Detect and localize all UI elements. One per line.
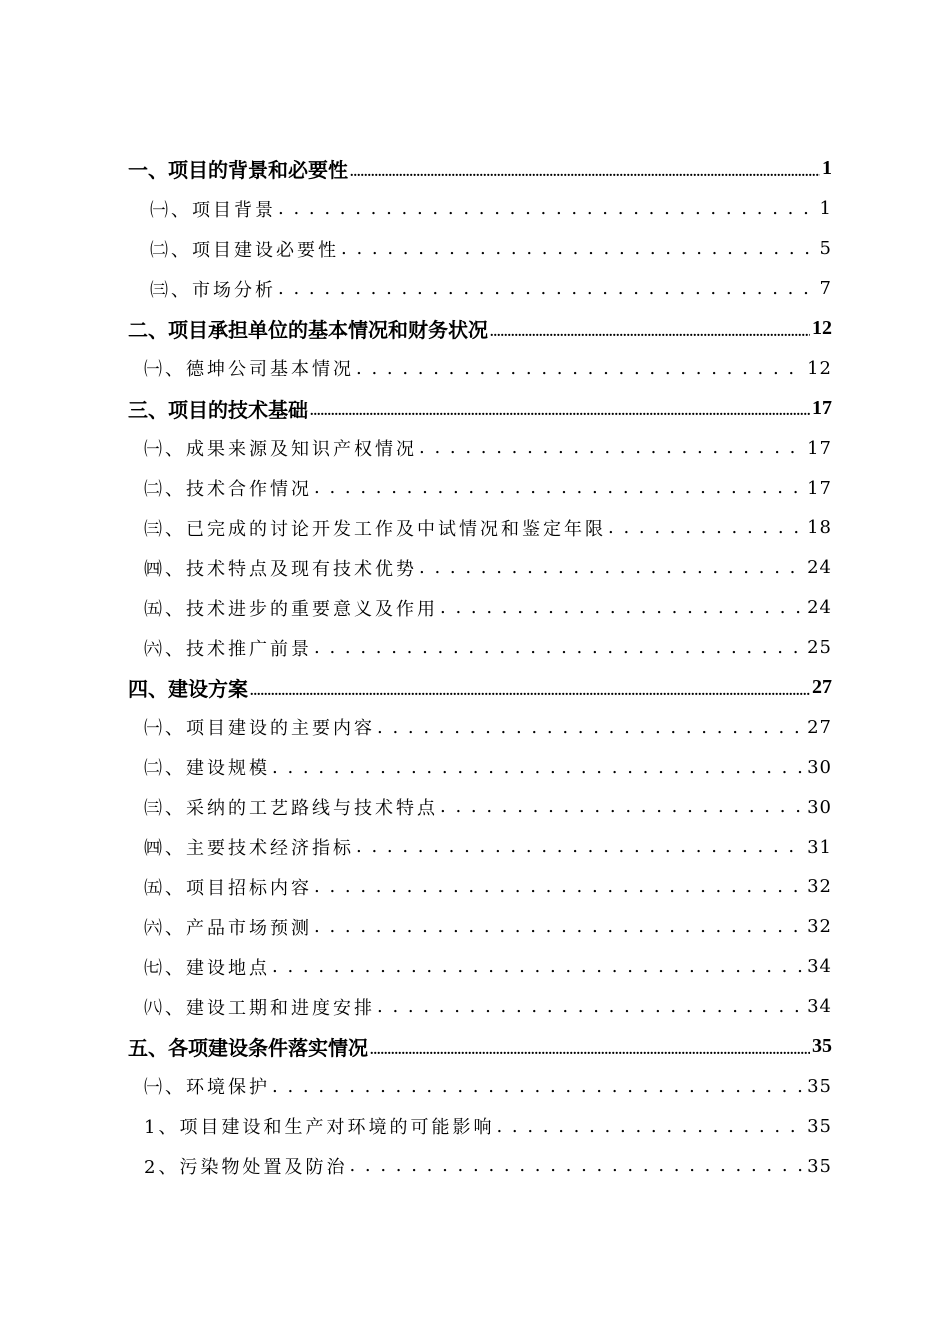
toc-entry-title: ㈣、主要技术经济指标 bbox=[144, 838, 354, 860]
dot-leader bbox=[272, 757, 805, 779]
toc-entry-title: ㈣、技术特点及现有技术优势 bbox=[144, 558, 417, 580]
toc-entry-title: 2、污染物处置及防治 bbox=[144, 1157, 348, 1179]
toc-entry-page: 32 bbox=[807, 876, 832, 898]
toc-entry-page: 12 bbox=[812, 317, 832, 339]
toc-entry[interactable] bbox=[0, 348, 950, 388]
toc-entry-page: 1 bbox=[822, 157, 832, 180]
dot-leader bbox=[314, 916, 805, 938]
toc-entry[interactable] bbox=[0, 229, 950, 269]
toc-entry-title: 1、项目建设和生产对环境的可能影响 bbox=[144, 1117, 495, 1139]
toc-entry-page: 35 bbox=[807, 1075, 832, 1097]
toc-entry[interactable] bbox=[0, 588, 950, 628]
dot-leader bbox=[250, 682, 810, 702]
dot-leader bbox=[377, 996, 805, 1018]
dot-leader bbox=[350, 163, 820, 183]
dot-leader bbox=[349, 1155, 805, 1177]
toc-entry[interactable] bbox=[0, 1027, 950, 1067]
toc-entry-page: 18 bbox=[807, 517, 832, 539]
toc-entry-title: ㈠、德坤公司基本情况 bbox=[144, 359, 354, 381]
dot-leader bbox=[377, 717, 805, 739]
toc-entry-title: ㈢、采纳的工艺路线与技术特点 bbox=[144, 798, 438, 820]
toc-entry[interactable] bbox=[0, 668, 950, 708]
toc-entry-title: 五、各项建设条件落实情况 bbox=[128, 1038, 368, 1061]
toc-entry-page: 17 bbox=[807, 477, 832, 499]
toc-entry-title: ㈧、建设工期和进度安排 bbox=[144, 997, 375, 1019]
toc-entry-page: 12 bbox=[807, 357, 832, 379]
dot-leader bbox=[419, 557, 805, 579]
dot-leader bbox=[272, 1076, 805, 1098]
toc-entry[interactable] bbox=[0, 1066, 950, 1106]
toc-entry[interactable] bbox=[0, 987, 950, 1027]
dot-leader bbox=[278, 198, 818, 220]
toc-entry-page: 7 bbox=[819, 278, 832, 300]
dot-leader bbox=[356, 836, 805, 858]
toc-entry[interactable] bbox=[0, 149, 950, 189]
toc-entry-title: ㈠、成果来源及知识产权情况 bbox=[144, 439, 417, 461]
toc-entry-title: ㈢、市场分析 bbox=[150, 279, 276, 301]
dot-leader bbox=[440, 796, 805, 818]
toc-entry[interactable] bbox=[0, 388, 950, 428]
toc-entry[interactable] bbox=[0, 707, 950, 747]
toc-entry-title: ㈡、技术合作情况 bbox=[144, 479, 312, 501]
toc-entry-page: 32 bbox=[807, 916, 832, 938]
toc-entry-title: ㈤、技术进步的重要意义及作用 bbox=[144, 598, 438, 620]
dot-leader bbox=[341, 238, 818, 260]
toc-entry-title: ㈡、建设规模 bbox=[144, 758, 270, 780]
toc-entry[interactable] bbox=[0, 1106, 950, 1146]
toc-entry-page: 35 bbox=[812, 1035, 832, 1058]
toc-entry[interactable] bbox=[0, 269, 950, 309]
toc-entry-title: ㈠、环境保护 bbox=[144, 1077, 270, 1099]
toc-entry-page: 34 bbox=[807, 956, 832, 978]
dot-leader bbox=[440, 597, 805, 619]
toc-entry-title: ㈠、项目背景 bbox=[150, 199, 276, 221]
toc-entry[interactable] bbox=[0, 628, 950, 668]
toc-entry[interactable] bbox=[0, 309, 950, 349]
toc-entry-page: 35 bbox=[807, 1115, 832, 1137]
dot-leader bbox=[314, 637, 805, 659]
toc-entry-page: 5 bbox=[819, 238, 832, 260]
dot-leader bbox=[310, 402, 810, 422]
toc-entry[interactable] bbox=[0, 907, 950, 947]
dot-leader bbox=[608, 517, 805, 539]
toc-entry[interactable] bbox=[0, 947, 950, 987]
toc-entry-page: 25 bbox=[807, 637, 832, 659]
toc-entry[interactable] bbox=[0, 468, 950, 508]
toc-entry-page: 30 bbox=[807, 796, 832, 818]
toc-entry-page: 31 bbox=[807, 836, 832, 858]
toc-entry-title: ㈥、产品市场预测 bbox=[144, 917, 312, 939]
dot-leader bbox=[314, 876, 805, 898]
toc-entry-page: 24 bbox=[807, 597, 832, 619]
toc-entry-page: 1 bbox=[819, 198, 832, 220]
toc-entry-title: 三、项目的技术基础 bbox=[128, 399, 308, 422]
toc-entry-title: ㈢、已完成的讨论开发工作及中试情况和鉴定年限 bbox=[144, 518, 606, 540]
dot-leader bbox=[356, 358, 805, 380]
dot-leader bbox=[278, 278, 818, 300]
toc-entry-title: ㈤、项目招标内容 bbox=[144, 877, 312, 899]
toc-entry[interactable] bbox=[0, 428, 950, 468]
toc-entry-page: 27 bbox=[812, 676, 832, 699]
toc-entry-page: 27 bbox=[807, 716, 832, 738]
toc-entry[interactable] bbox=[0, 189, 950, 229]
toc-entry[interactable] bbox=[0, 867, 950, 907]
toc-entry[interactable] bbox=[0, 1146, 950, 1186]
toc-entry-page: 17 bbox=[812, 396, 832, 419]
table-of-contents bbox=[0, 149, 950, 1186]
dot-leader bbox=[419, 437, 805, 459]
toc-entry[interactable] bbox=[0, 827, 950, 867]
toc-entry[interactable] bbox=[0, 787, 950, 827]
toc-entry[interactable] bbox=[0, 548, 950, 588]
toc-entry-title: ㈡、项目建设必要性 bbox=[150, 239, 339, 261]
toc-entry-title: ㈠、项目建设的主要内容 bbox=[144, 718, 375, 740]
toc-entry-title: ㈥、技术推广前景 bbox=[144, 638, 312, 660]
toc-entry-title: 四、建设方案 bbox=[128, 679, 248, 702]
toc-entry-page: 17 bbox=[807, 437, 832, 459]
toc-entry-title: 二、项目承担单位的基本情况和财务状况 bbox=[128, 320, 488, 342]
dot-leader bbox=[272, 956, 805, 978]
toc-entry[interactable] bbox=[0, 508, 950, 548]
toc-entry-page: 30 bbox=[807, 756, 832, 778]
toc-entry[interactable] bbox=[0, 747, 950, 787]
toc-entry-title: ㈦、建设地点 bbox=[144, 957, 270, 979]
toc-entry-page: 34 bbox=[807, 996, 832, 1018]
toc-entry-title: 一、项目的背景和必要性 bbox=[128, 160, 348, 183]
dot-leader bbox=[496, 1116, 805, 1138]
dot-leader bbox=[370, 1041, 810, 1061]
toc-entry-page: 35 bbox=[807, 1155, 832, 1177]
dot-leader bbox=[314, 477, 805, 499]
toc-entry-page: 24 bbox=[807, 557, 832, 579]
dot-leader bbox=[490, 323, 810, 343]
